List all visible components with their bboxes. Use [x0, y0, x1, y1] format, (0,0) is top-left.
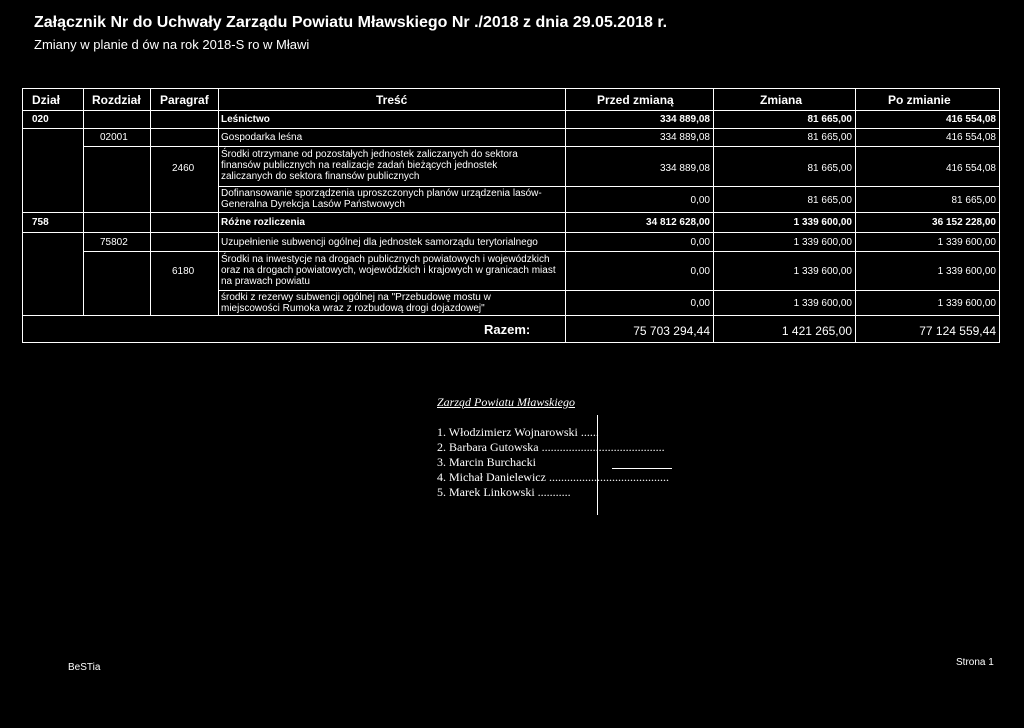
column-header-zmiana: Zmiana	[760, 93, 803, 107]
signature-member: 2. Barbara Gutowska .........................................	[437, 440, 665, 454]
cell-zmiana: 81 665,00	[807, 195, 852, 206]
cell-tresc: Różne rozliczenia	[221, 217, 305, 228]
cell-paragraf: 6180	[172, 266, 195, 277]
signature-member: 4. Michał Danielewicz ........................................	[437, 470, 669, 484]
column-header-po: Po zmianie	[888, 93, 951, 107]
column-header-paragraf: Paragraf	[160, 93, 209, 107]
column-header-dzial: Dział	[32, 93, 61, 107]
cell-tresc: Leśnictwo	[221, 114, 270, 125]
cell-przed: 334 889,08	[659, 132, 710, 143]
cell-przed: 34 812 628,00	[646, 217, 710, 228]
total-po: 77 124 559,44	[919, 324, 996, 338]
total-przed: 75 703 294,44	[633, 324, 710, 338]
cell-zmiana: 81 665,00	[807, 114, 852, 125]
cell-tresc: Środki na inwestycje na drogach publicznych powiatowych i wojewódzkich oraz na drogach powiatowych, wojewódzkich i krajowych w granicach miast na prawach powiatu	[221, 254, 556, 287]
signature-heading: Zarząd Powiatu Mławskiego	[437, 395, 576, 409]
cell-dzial: 758	[32, 217, 49, 228]
cell-przed: 0,00	[690, 298, 710, 309]
signature-stroke	[612, 468, 672, 469]
cell-zmiana: 1 339 600,00	[793, 217, 852, 228]
signature-member: 1. Włodzimierz Wojnarowski ......	[437, 425, 599, 439]
signature-member: 5. Marek Linkowski ...........	[437, 485, 571, 499]
cell-przed: 334 889,08	[659, 114, 710, 125]
footer-page-number: Strona 1	[956, 657, 994, 668]
cell-rozdzial: 75802	[100, 237, 128, 248]
cell-paragraf: 2460	[172, 163, 195, 174]
signature-member: 3. Marcin Burchacki	[437, 455, 536, 469]
column-header-rozdzial: Rozdział	[92, 93, 141, 107]
cell-przed: 334 889,08	[659, 163, 710, 174]
cell-tresc: Uzupełnienie subwencji ogólnej dla jednostek samorządu terytorialnego	[221, 237, 538, 248]
cell-przed: 0,00	[690, 195, 710, 206]
cell-tresc: Gospodarka leśna	[221, 132, 303, 143]
cell-zmiana: 1 339 600,00	[793, 266, 852, 277]
cell-przed: 0,00	[690, 266, 710, 277]
total-label: Razem:	[484, 322, 531, 337]
cell-po: 416 554,08	[945, 163, 996, 174]
cell-zmiana: 81 665,00	[807, 163, 852, 174]
cell-tresc: Dofinansowanie sporządzenia uproszczonych planów urządzenia lasów- Generalna Dyrekcja Lasów Państwowych	[221, 188, 542, 210]
cell-zmiana: 1 339 600,00	[793, 298, 852, 309]
column-header-tresc: Treść	[376, 93, 408, 107]
cell-po: 36 152 228,00	[932, 217, 996, 228]
cell-po: 416 554,08	[945, 114, 996, 125]
cell-zmiana: 1 339 600,00	[793, 237, 852, 248]
cell-przed: 0,00	[690, 237, 710, 248]
cell-zmiana: 81 665,00	[807, 132, 852, 143]
document-subtitle: Zmiany w planie d ów na rok 2018-S ro w Mławi	[34, 37, 310, 52]
cell-po: 1 339 600,00	[937, 237, 996, 248]
total-zmiana: 1 421 265,00	[781, 324, 852, 338]
cell-po: 81 665,00	[951, 195, 996, 206]
cell-po: 1 339 600,00	[937, 298, 996, 309]
cell-tresc: Środki otrzymane od pozostałych jednostek zaliczanych do sektora finansów publicznych na realizacje zadań bieżących jednostek zaliczanych do sektora finansów publicznych	[221, 149, 518, 182]
document-title: Załącznik Nr do Uchwały Zarządu Powiatu Mławskiego Nr ./2018 z dnia 29.05.2018 r.	[34, 14, 668, 31]
cell-po: 1 339 600,00	[937, 266, 996, 277]
cell-tresc: środki z rezerwy subwencji ogólnej na "Przebudowę mostu w miejscowości Rumoka wraz z rozbudową drogi dojazdowej"	[221, 292, 491, 314]
cell-rozdzial: 02001	[100, 132, 128, 143]
column-header-przed: Przed zmianą	[597, 93, 674, 107]
cell-po: 416 554,08	[945, 132, 996, 143]
footer-software: BeSTia	[68, 662, 101, 673]
cell-dzial: 020	[32, 114, 49, 125]
signature-divider	[597, 415, 598, 515]
